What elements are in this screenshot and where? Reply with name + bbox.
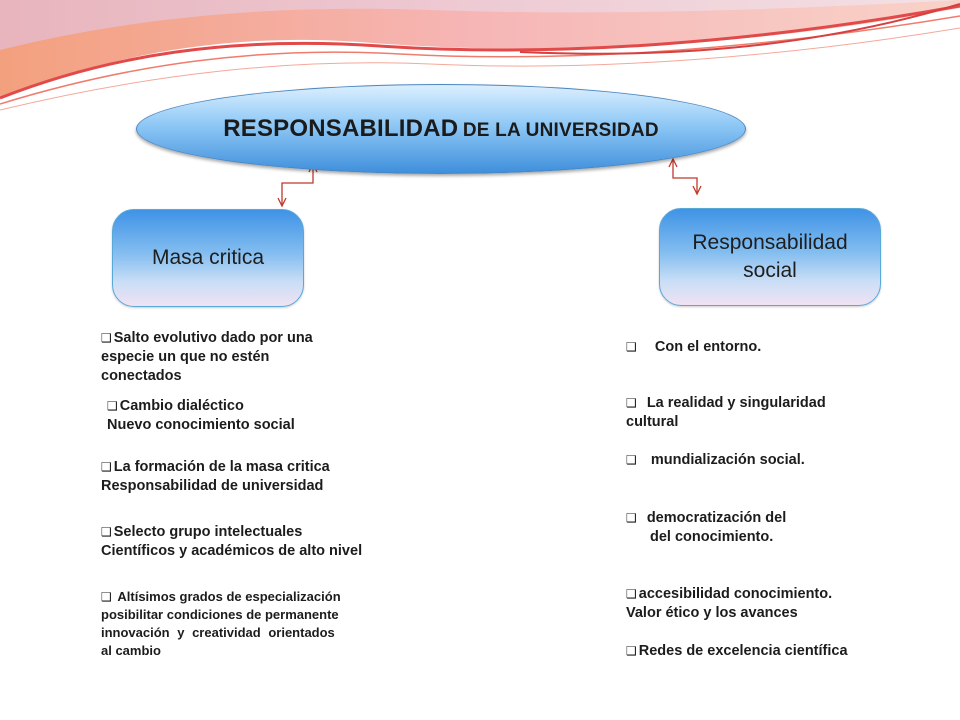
left-item-2: [107, 397, 347, 435]
left-item-5-line3-row: [101, 624, 373, 642]
bullet-icon: ❑: [626, 644, 637, 658]
right-item-2: [626, 394, 886, 432]
left-item-2-line2: Nuevo conocimiento social: [107, 417, 295, 433]
page-title: [223, 115, 659, 143]
bullet-icon: ❑: [626, 396, 637, 410]
responsabilidad-social-box: [659, 208, 881, 306]
responsabilidad-social-label-line2: social: [743, 259, 797, 282]
bullet-icon: ❑: [626, 511, 637, 525]
left-item-4: [101, 523, 401, 561]
left-item-5-line4: al cambio: [101, 643, 161, 658]
left-item-3-line2: Responsabilidad de universidad: [101, 478, 324, 494]
bullet-icon: ❑: [101, 460, 112, 474]
left-item-1-line1: Salto evolutivo dado por una: [113, 330, 313, 346]
bullet-icon: ❑: [101, 590, 112, 604]
left-item-3-line1: La formación de la masa critica: [113, 459, 330, 475]
right-item-1: [626, 338, 886, 357]
bullet-icon: ❑: [626, 453, 637, 467]
right-item-6: [626, 642, 906, 661]
right-item-5-line1: accesibilidad conocimiento.: [638, 586, 833, 602]
right-item-5: [626, 585, 896, 623]
title-ellipse: [136, 84, 746, 174]
responsabilidad-social-label-line1: Responsabilidad: [692, 231, 848, 254]
right-item-4-line1: democratización del: [646, 510, 787, 526]
right-item-2-line1: La realidad y singularidad: [646, 395, 826, 411]
left-item-5-line2-row: [101, 606, 373, 624]
title-main: RESPONSABILIDAD: [223, 115, 459, 142]
left-item-5-line1-row: [101, 588, 373, 606]
left-item-5-line3: innovación y creatividad orientados: [101, 625, 335, 640]
right-connector-arrow: [669, 159, 701, 194]
bullet-icon: ❑: [626, 340, 637, 354]
masa-critica-box: [112, 209, 304, 307]
right-item-4: [626, 509, 886, 547]
masa-critica-label: Masa critica: [151, 246, 265, 269]
left-item-1: [101, 329, 351, 386]
right-item-3: [626, 451, 886, 470]
left-item-2-line1: Cambio dialéctico: [119, 398, 244, 414]
bullet-icon: ❑: [107, 399, 118, 413]
left-item-4-line2: Científicos y académicos de alto nivel: [101, 543, 363, 559]
left-item-5: [101, 588, 373, 660]
right-item-1-line1: Con el entorno.: [654, 339, 762, 355]
left-item-5-line4-row: [101, 642, 373, 660]
left-item-1-line3: conectados: [101, 368, 182, 384]
bullet-icon: ❑: [101, 525, 112, 539]
right-item-5-line2: Valor ético y los avances: [626, 605, 798, 621]
bullet-icon: ❑: [101, 331, 112, 345]
bullet-icon: ❑: [626, 587, 637, 601]
right-item-6-line1: Redes de excelencia científica: [638, 643, 848, 659]
right-item-3-line1: mundialización social.: [650, 452, 805, 468]
left-connector-arrow: [278, 164, 317, 206]
right-item-4-line2: del conocimiento.: [650, 529, 774, 545]
title-rest: DE LA UNIVERSIDAD: [462, 120, 659, 141]
left-item-4-line1: Selecto grupo intelectuales: [113, 524, 303, 540]
right-item-2-line2: cultural: [626, 414, 679, 430]
left-item-5-line1: Altísimos grados de especialización: [117, 589, 341, 604]
left-item-3: [101, 458, 361, 496]
left-item-5-line2: posibilitar condiciones de permanente: [101, 607, 339, 622]
left-item-1-line2: especie un que no estén: [101, 349, 270, 365]
